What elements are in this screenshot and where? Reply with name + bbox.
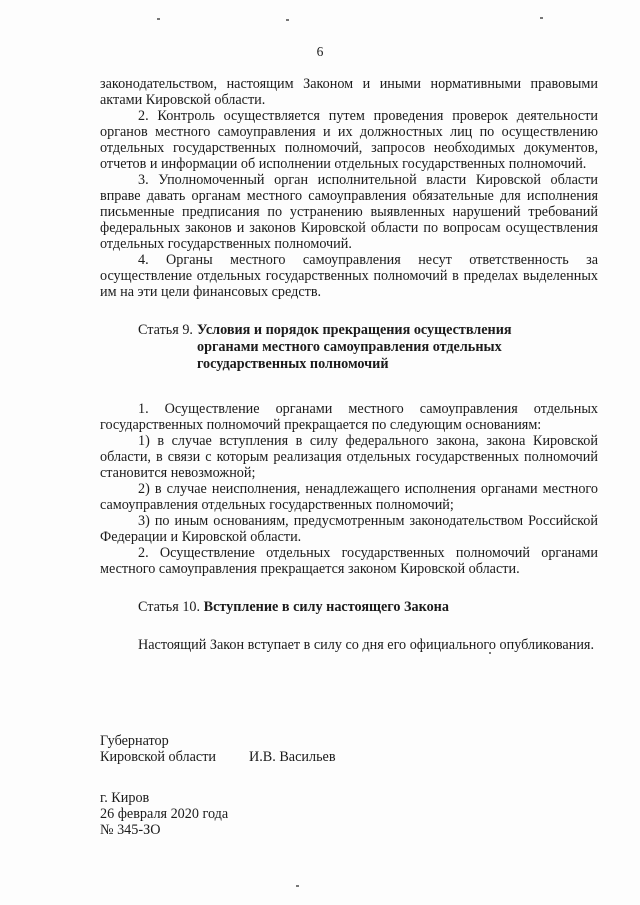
signatory-position: Губернатор <box>100 733 169 749</box>
article-title: Условия и порядок прекращения осуществления органами местного самоуправления отдельных государственных полномочий <box>196 322 512 372</box>
article-9-heading <box>138 322 598 373</box>
paragraph: 1. Осуществление органами местного самоуправления отдельных государственных полномочий прекращается по следующим основаниям: <box>100 401 598 433</box>
paragraph: 3) по иным основаниям, предусмотренным законодательством Российской Федерации и Кировской области. <box>100 513 598 545</box>
article-10-heading <box>138 599 598 615</box>
scan-speck <box>157 18 160 20</box>
paragraph: 1) в случае вступления в силу федерального закона, закона Кировской области, в связи с которым реализация отдельных государственных полномочий становится невозможной; <box>100 433 598 481</box>
paragraph: 3. Уполномоченный орган исполнительной власти Кировской области вправе давать органам местного самоуправления обязательные для исполнения письменные предписания по устранению выявленных нарушений требований федеральных законов и законов Кировской области по вопросам осуществления отдельных государственных полномочий. <box>100 172 598 252</box>
paragraph: законодательством, настоящим Законом и иными нормативными правовыми актами Кировской области. <box>100 76 598 108</box>
paragraph: 2. Контроль осуществляется путем проведения проверок деятельности органов местного самоуправления и их должностных лиц по осуществлению отдельных государственных полномочий, запросов необходимых документов, отчетов и информации об исполнении отдельных государственных полномочий. <box>100 108 598 172</box>
paragraph: 4. Органы местного самоуправления несут ответственность за осуществление отдельных государственных полномочий в пределах выделенных им на эти цели финансовых средств. <box>100 252 598 300</box>
law-number: № 345-ЗО <box>100 822 161 838</box>
scan-speck <box>286 19 289 21</box>
article-label: Статья 9. <box>138 322 193 338</box>
signature-block <box>100 733 500 765</box>
signatory-region: Кировской области <box>100 749 216 765</box>
signatory-name: И.В. Васильев <box>249 749 336 765</box>
place-date-block <box>100 790 228 838</box>
city: г. Киров <box>100 790 150 806</box>
law-text <box>100 76 598 653</box>
scan-speck <box>540 17 543 19</box>
article-label: Статья 10. <box>138 599 201 615</box>
article-title: Вступление в силу настоящего Закона <box>203 599 449 615</box>
paragraph: 2. Осуществление отдельных государственных полномочий органами местного самоуправления прекращается законом Кировской области. <box>100 545 598 577</box>
paragraph: Настоящий Закон вступает в силу со дня его официального опубликования. <box>138 637 594 653</box>
page-number: 6 <box>316 44 324 59</box>
signing-date: 26 февраля 2020 года <box>100 806 229 822</box>
paragraph: 2) в случае неисполнения, ненадлежащего исполнения органами местного самоуправления отдельных государственных полномочий; <box>100 481 598 513</box>
scan-speck <box>296 885 299 887</box>
